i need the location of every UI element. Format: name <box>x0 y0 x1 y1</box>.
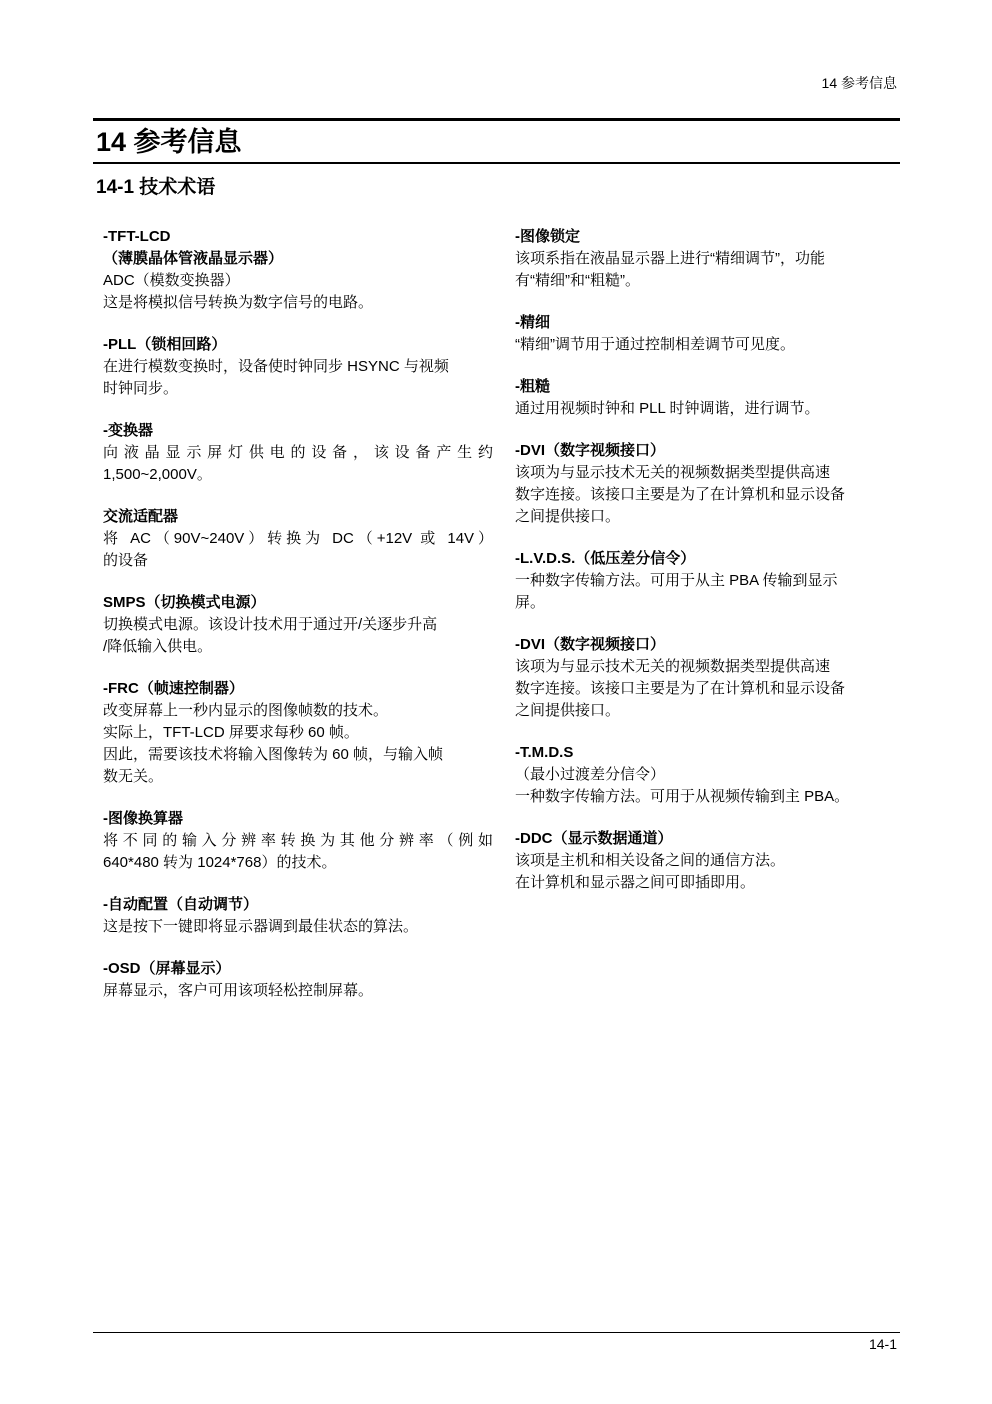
footer-rule <box>93 1332 900 1333</box>
term-line: 交流适配器 <box>103 508 179 525</box>
entry-description <box>515 248 890 292</box>
desc-line: 数无关。 <box>103 768 164 785</box>
desc-line: 之间提供接口。 <box>515 702 621 719</box>
term-line: -FRC（帧速控制器） <box>103 680 244 697</box>
entry-term <box>103 678 493 700</box>
chapter-title: 14 参考信息 <box>96 127 242 157</box>
entry-term <box>103 958 493 980</box>
title-rule <box>93 162 900 164</box>
entry-term <box>103 226 493 270</box>
entry-description <box>103 916 493 938</box>
desc-line: 在计算机和显示器之间可即插即用。 <box>515 874 756 891</box>
term-line: -图像换算器 <box>103 810 183 827</box>
entry-description <box>103 270 493 314</box>
desc-line: ADC（模数变换器） <box>103 272 240 289</box>
header-rule <box>93 118 900 121</box>
desc-line: 实际上，TFT-LCD 屏要求每秒 60 帧。 <box>103 724 359 741</box>
desc-line: 屏幕显示，客户可用该项轻松控制屏幕。 <box>103 982 374 999</box>
desc-line: “精细”调节用于通过控制相差调节可见度。 <box>515 336 795 353</box>
desc-line: 数字连接。该接口主要是为了在计算机和显示设备 <box>515 680 846 697</box>
entry-description <box>515 764 890 808</box>
entry-term <box>515 226 890 248</box>
entry-description <box>515 462 890 528</box>
entry-term <box>515 312 890 334</box>
term-line: SMPS（切换模式电源） <box>103 594 266 611</box>
entry-description <box>515 334 890 356</box>
entry-term <box>103 420 493 442</box>
desc-line: 的设备 <box>103 552 149 569</box>
entry-description <box>515 398 890 420</box>
desc-line: 一种数字传输方法。可用于从视频传输到主 PBA。 <box>515 788 850 805</box>
entry-term <box>103 894 493 916</box>
entry-term <box>515 742 890 764</box>
glossary-entry-inverter <box>103 420 493 486</box>
term-line: -OSD（屏幕显示） <box>103 960 231 977</box>
glossary-entry-tmds <box>515 742 890 808</box>
glossary-entry-fine <box>515 312 890 356</box>
term-line: -T.M.D.S <box>515 744 574 761</box>
entry-term <box>515 376 890 398</box>
desc-line: 时钟同步。 <box>103 380 179 397</box>
term-line: -精细 <box>515 314 550 331</box>
left-column <box>103 226 493 1022</box>
desc-line: 有“精细”和“粗糙”。 <box>515 272 640 289</box>
desc-line: 1,500~2,000V。 <box>103 466 212 483</box>
page-number: 14-1 <box>868 1336 897 1352</box>
glossary-entry-image-lock <box>515 226 890 292</box>
entry-term <box>515 548 890 570</box>
entry-term <box>103 506 493 528</box>
desc-line: /降低输入供电。 <box>103 638 213 655</box>
desc-line: 通过用视频时钟和 PLL 时钟调谐，进行调节。 <box>515 400 820 417</box>
glossary-entry-frc <box>103 678 493 788</box>
glossary-entry-image-scaler <box>103 808 493 874</box>
term-line: -L.V.D.S.（低压差分信令） <box>515 550 696 567</box>
desc-line: 屏。 <box>515 594 546 611</box>
entry-description <box>103 700 493 788</box>
term-line: （薄膜晶体管液晶显示器） <box>103 250 284 267</box>
glossary-entry-tft-lcd <box>103 226 493 314</box>
glossary-entry-lvds <box>515 548 890 614</box>
desc-line: 将 AC（90V~240V）转换为 DC（+12V 或 14V） <box>103 530 493 547</box>
term-line: -DVI（数字视频接口） <box>515 442 666 459</box>
term-line: -图像锁定 <box>515 228 580 245</box>
entry-description <box>103 356 493 400</box>
desc-line: 之间提供接口。 <box>515 508 621 525</box>
running-header: 14 参考信息 <box>821 75 897 91</box>
glossary-entry-pll <box>103 334 493 400</box>
desc-line: 该项为与显示技术无关的视频数据类型提供高速 <box>515 658 831 675</box>
desc-line: 640*480 转为 1024*768）的技术。 <box>103 854 337 871</box>
desc-line: 这是按下一键即将显示器调到最佳状态的算法。 <box>103 918 419 935</box>
glossary-entry-smps <box>103 592 493 658</box>
entry-term <box>103 334 493 356</box>
desc-line: 在进行模数变换时，设备使时钟同步 HSYNC 与视频 <box>103 358 449 375</box>
desc-line: 改变屏幕上一秒内显示的图像帧数的技术。 <box>103 702 389 719</box>
desc-line: 该项是主机和相关设备之间的通信方法。 <box>515 852 786 869</box>
glossary-entry-osd <box>103 958 493 1002</box>
desc-line: 该项系指在液晶显示器上进行“精细调节”，功能 <box>515 250 825 267</box>
entry-description <box>515 656 890 722</box>
desc-line: 将不同的输入分辨率转换为其他分辨率（例如 <box>103 832 493 849</box>
entry-description <box>103 528 493 572</box>
entry-description <box>515 850 890 894</box>
desc-line: 切换模式电源。该设计技术用于通过开/关逐步升高 <box>103 616 438 633</box>
desc-line: （最小过渡差分信令） <box>515 766 666 783</box>
term-line: -粗糙 <box>515 378 550 395</box>
desc-line: 数字连接。该接口主要是为了在计算机和显示设备 <box>515 486 846 503</box>
term-line: -PLL（锁相回路） <box>103 336 227 353</box>
entry-term <box>515 440 890 462</box>
term-line: -自动配置（自动调节） <box>103 896 258 913</box>
entry-term <box>515 828 890 850</box>
desc-line: 一种数字传输方法。可用于从主 PBA 传输到显示 <box>515 572 838 589</box>
entry-term <box>515 634 890 656</box>
glossary-entry-dvi <box>515 440 890 528</box>
term-line: -变换器 <box>103 422 153 439</box>
glossary-entry-dvi-2 <box>515 634 890 722</box>
desc-line: 因此，需要该技术将输入图像转为 60 帧，与输入帧 <box>103 746 444 763</box>
desc-line: 这是将模拟信号转换为数字信号的电路。 <box>103 294 374 311</box>
entry-term <box>103 808 493 830</box>
entry-description <box>103 830 493 874</box>
entry-description <box>103 614 493 658</box>
term-line: -DDC（显示数据通道） <box>515 830 673 847</box>
term-line: -TFT-LCD <box>103 228 171 245</box>
section-title: 14-1 技术术语 <box>96 177 216 198</box>
entry-term <box>103 592 493 614</box>
glossary-entry-auto-config <box>103 894 493 938</box>
right-column <box>515 226 890 914</box>
glossary-entry-ddc <box>515 828 890 894</box>
desc-line: 向液晶显示屏灯供电的设备，该设备产生约 <box>103 444 493 461</box>
term-line: -DVI（数字视频接口） <box>515 636 666 653</box>
entry-description <box>103 442 493 486</box>
entry-description <box>103 980 493 1002</box>
glossary-entry-coarse <box>515 376 890 420</box>
desc-line: 该项为与显示技术无关的视频数据类型提供高速 <box>515 464 831 481</box>
entry-description <box>515 570 890 614</box>
glossary-entry-ac-adapter <box>103 506 493 572</box>
